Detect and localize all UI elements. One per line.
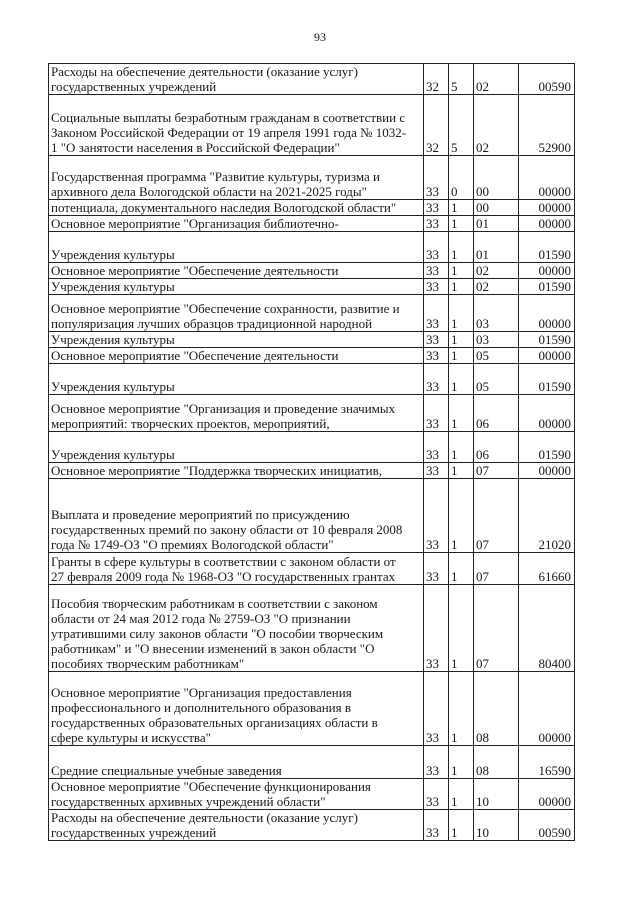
table-row (49, 463, 575, 479)
table-row (49, 332, 575, 348)
row-code-c-cell: 10 (474, 810, 519, 841)
row-code-b-cell: 1 (449, 279, 474, 295)
table-row (49, 279, 575, 295)
row-code-b-cell: 5 (449, 64, 474, 95)
row-name-cell: Учреждения культуры (49, 279, 424, 295)
row-code-c-cell: 00 (474, 156, 519, 200)
table-row (49, 746, 575, 779)
row-code-b-cell: 1 (449, 746, 474, 779)
row-code-b-cell: 1 (449, 295, 474, 332)
row-code-d-cell: 61660 (519, 553, 575, 585)
table-row (49, 364, 575, 395)
row-code-d-cell: 00000 (519, 348, 575, 364)
table-row (49, 479, 575, 553)
row-code-a-cell: 33 (424, 672, 449, 746)
row-code-b-cell: 1 (449, 479, 474, 553)
table-row (49, 810, 575, 841)
row-code-b-cell: 1 (449, 585, 474, 672)
table-row (49, 553, 575, 585)
row-code-c-cell: 02 (474, 263, 519, 279)
table-row (49, 232, 575, 263)
row-name-cell: Учреждения культуры (49, 364, 424, 395)
row-name-cell: Учреждения культуры (49, 232, 424, 263)
table-body (49, 64, 575, 841)
row-code-a-cell: 33 (424, 348, 449, 364)
row-code-a-cell: 33 (424, 585, 449, 672)
row-code-d-cell: 21020 (519, 479, 575, 553)
row-code-b-cell: 1 (449, 810, 474, 841)
row-code-a-cell: 33 (424, 332, 449, 348)
row-code-d-cell: 00000 (519, 156, 575, 200)
table-row (49, 200, 575, 216)
row-code-c-cell: 05 (474, 348, 519, 364)
row-code-d-cell: 01590 (519, 232, 575, 263)
row-code-a-cell: 33 (424, 463, 449, 479)
row-code-b-cell: 1 (449, 432, 474, 463)
row-code-a-cell: 33 (424, 232, 449, 263)
row-code-c-cell: 02 (474, 279, 519, 295)
row-code-d-cell: 16590 (519, 746, 575, 779)
row-name-cell: Основное мероприятие "Обеспечение деятельности (49, 263, 424, 279)
row-name-cell: Учреждения культуры (49, 332, 424, 348)
row-code-b-cell: 5 (449, 95, 474, 156)
table-row (49, 95, 575, 156)
row-code-c-cell: 06 (474, 432, 519, 463)
row-code-b-cell: 1 (449, 200, 474, 216)
budget-classification-table (48, 63, 575, 841)
row-code-a-cell: 33 (424, 295, 449, 332)
row-code-d-cell: 80400 (519, 585, 575, 672)
row-code-a-cell: 32 (424, 64, 449, 95)
row-code-d-cell: 00590 (519, 810, 575, 841)
row-code-a-cell: 33 (424, 156, 449, 200)
row-code-d-cell: 00000 (519, 672, 575, 746)
row-name-cell: Социальные выплаты безработным гражданам в соответствии с Законом Российской Федерации от 19 апреля 1991 года № 1032- 1 "О занятости населения в Российской Федерации" (49, 95, 424, 156)
row-code-d-cell: 00590 (519, 64, 575, 95)
row-name-cell: Расходы на обеспечение деятельности (оказание услуг) государственных учреждений (49, 64, 424, 95)
row-code-c-cell: 01 (474, 216, 519, 232)
row-code-a-cell: 33 (424, 553, 449, 585)
row-code-c-cell: 10 (474, 779, 519, 810)
table-row (49, 156, 575, 200)
table-row (49, 585, 575, 672)
row-code-a-cell: 32 (424, 95, 449, 156)
row-code-d-cell: 52900 (519, 95, 575, 156)
row-code-b-cell: 1 (449, 348, 474, 364)
row-code-b-cell: 0 (449, 156, 474, 200)
row-code-c-cell: 00 (474, 200, 519, 216)
row-code-c-cell: 05 (474, 364, 519, 395)
row-code-c-cell: 07 (474, 479, 519, 553)
row-code-b-cell: 1 (449, 232, 474, 263)
row-code-c-cell: 02 (474, 95, 519, 156)
row-code-a-cell: 33 (424, 746, 449, 779)
table-row (49, 395, 575, 432)
row-code-a-cell: 33 (424, 200, 449, 216)
row-code-d-cell: 00000 (519, 463, 575, 479)
row-code-d-cell: 00000 (519, 200, 575, 216)
row-code-c-cell: 07 (474, 463, 519, 479)
row-code-b-cell: 1 (449, 779, 474, 810)
row-code-c-cell: 07 (474, 553, 519, 585)
row-code-b-cell: 1 (449, 332, 474, 348)
row-name-cell: Учреждения культуры (49, 432, 424, 463)
row-code-a-cell: 33 (424, 779, 449, 810)
row-code-b-cell: 1 (449, 672, 474, 746)
row-name-cell: Основное мероприятие "Обеспечение функционирования государственных архивных учреждений области" (49, 779, 424, 810)
row-code-a-cell: 33 (424, 263, 449, 279)
row-code-c-cell: 03 (474, 332, 519, 348)
row-code-a-cell: 33 (424, 279, 449, 295)
table-row (49, 672, 575, 746)
row-name-cell: Основное мероприятие "Организация и проведение значимых мероприятий: творческих проектов, мероприятий, (49, 395, 424, 432)
row-code-c-cell: 07 (474, 585, 519, 672)
row-name-cell: Средние специальные учебные заведения (49, 746, 424, 779)
table-row (49, 779, 575, 810)
row-code-d-cell: 00000 (519, 779, 575, 810)
row-code-b-cell: 1 (449, 216, 474, 232)
row-name-cell: Основное мероприятие "Организация библиотечно- (49, 216, 424, 232)
row-code-a-cell: 33 (424, 216, 449, 232)
row-name-cell: Гранты в сфере культуры в соответствии с законом области от 27 февраля 2009 года № 1968-ОЗ "О государственных грантах (49, 553, 424, 585)
row-code-d-cell: 01590 (519, 364, 575, 395)
row-name-cell: потенциала, документального наследия Вологодской области" (49, 200, 424, 216)
row-code-d-cell: 00000 (519, 295, 575, 332)
row-name-cell: Основное мероприятие "Обеспечение деятельности (49, 348, 424, 364)
table-row (49, 348, 575, 364)
row-code-c-cell: 08 (474, 746, 519, 779)
row-code-d-cell: 00000 (519, 216, 575, 232)
row-code-d-cell: 01590 (519, 432, 575, 463)
row-code-a-cell: 33 (424, 364, 449, 395)
table-row (49, 64, 575, 95)
row-name-cell: Выплата и проведение мероприятий по присуждению государственных премий по закону области от 10 февраля 2008 года № 1749-ОЗ "О премиях Вологодской области" (49, 479, 424, 553)
row-code-b-cell: 1 (449, 463, 474, 479)
table-row (49, 216, 575, 232)
row-name-cell: Государственная программа "Развитие культуры, туризма и архивного дела Вологодской области на 2021-2025 годы" (49, 156, 424, 200)
row-code-d-cell: 01590 (519, 332, 575, 348)
row-name-cell: Основное мероприятие "Обеспечение сохранности, развитие и популяризация лучших образцов традиционной народной (49, 295, 424, 332)
row-name-cell: Основное мероприятие "Организация предоставления профессионального и дополнительного образования в государственных образовательных организациях области в сфере культуры и искусства" (49, 672, 424, 746)
row-code-d-cell: 00000 (519, 263, 575, 279)
row-code-b-cell: 1 (449, 395, 474, 432)
row-code-a-cell: 33 (424, 432, 449, 463)
row-code-d-cell: 01590 (519, 279, 575, 295)
page-number: 93 (314, 30, 326, 44)
row-code-b-cell: 1 (449, 263, 474, 279)
row-code-c-cell: 08 (474, 672, 519, 746)
row-code-b-cell: 1 (449, 553, 474, 585)
table-row (49, 263, 575, 279)
row-name-cell: Расходы на обеспечение деятельности (оказание услуг) государственных учреждений (49, 810, 424, 841)
row-code-a-cell: 33 (424, 810, 449, 841)
row-code-c-cell: 01 (474, 232, 519, 263)
row-code-d-cell: 00000 (519, 395, 575, 432)
row-code-a-cell: 33 (424, 479, 449, 553)
row-code-c-cell: 03 (474, 295, 519, 332)
row-code-c-cell: 02 (474, 64, 519, 95)
row-name-cell: Основное мероприятие "Поддержка творческих инициатив, (49, 463, 424, 479)
row-name-cell: Пособия творческим работникам в соответствии с законом области от 24 мая 2012 года № 2759-ОЗ "О признании утратившими силу законов области "О пособии творческим работникам" и "О внесении изменений в закон области "О пособиях творческим работникам" (49, 585, 424, 672)
row-code-c-cell: 06 (474, 395, 519, 432)
table-row (49, 295, 575, 332)
table-row (49, 432, 575, 463)
row-code-a-cell: 33 (424, 395, 449, 432)
row-code-b-cell: 1 (449, 364, 474, 395)
